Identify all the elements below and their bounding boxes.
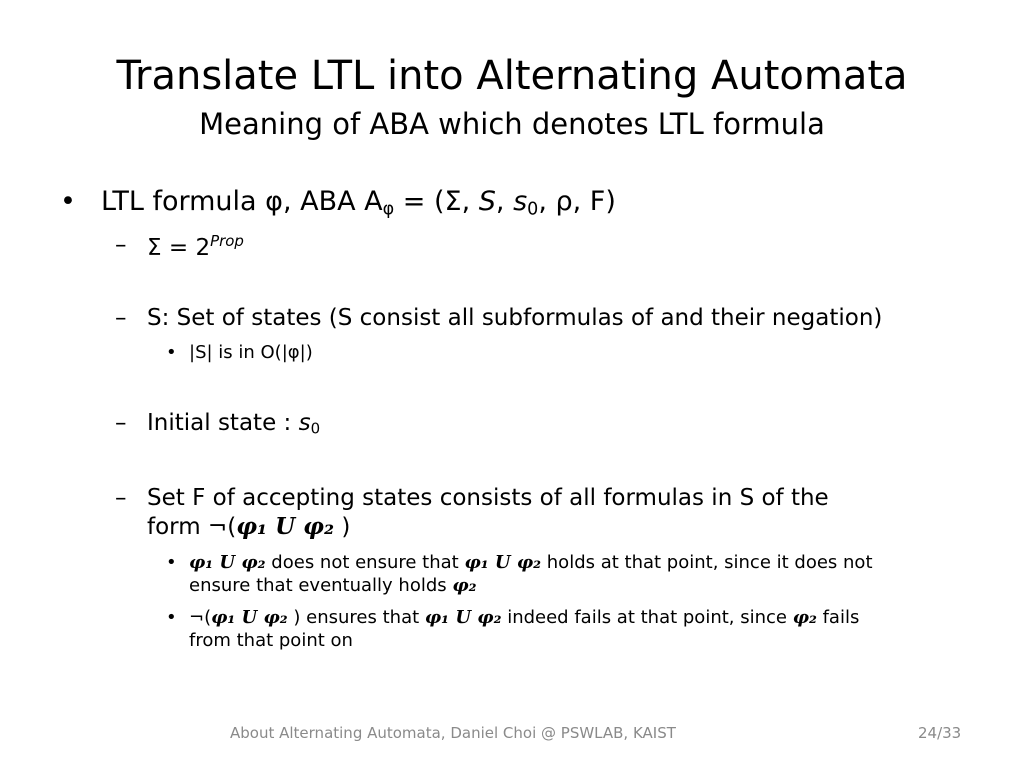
formula-until: φ₁ U φ₂ <box>189 552 266 573</box>
slide-title: Translate LTL into Alternating Automata <box>116 53 908 99</box>
superscript: Prop <box>210 232 244 250</box>
sub-bullet-accepting-line2 <box>147 513 350 540</box>
bullet-text: holds at that point, since it does not <box>541 552 873 573</box>
bullet-text: , ρ, F) <box>538 186 616 217</box>
formula-until: φ₁ U φ₂ <box>464 552 542 573</box>
bullet-ltl-formula <box>101 186 616 219</box>
subscript: 0 <box>310 419 321 438</box>
formula-until: φ₁ U φ₂ <box>236 513 335 540</box>
formula-phi2: φ₂ <box>452 575 477 596</box>
bullet-marker: • <box>166 342 177 363</box>
bullet-text: form ¬( <box>147 514 237 540</box>
subscript: φ <box>382 199 395 220</box>
sub-bullet-sigma <box>147 232 244 261</box>
bullet-text: Initial state : <box>147 410 299 436</box>
bullet-text: = 2 <box>161 234 211 261</box>
sub-sub-bullet-fails-line2: from that point on <box>189 630 353 651</box>
dash-marker: – <box>115 305 127 331</box>
bullet-marker: • <box>166 607 177 628</box>
initial-state-symbol: s <box>513 186 528 217</box>
bullet-text: indeed fails at that point, since <box>501 607 793 628</box>
bullet-text: ensure that eventually holds <box>189 575 453 596</box>
bullet-marker: • <box>60 186 76 217</box>
bullet-text: ) ensures that <box>287 607 425 628</box>
sigma-symbol: Σ <box>444 186 462 217</box>
states-symbol: S <box>478 186 496 217</box>
separator: , <box>461 186 479 217</box>
bullet-text: LTL formula φ, ABA A <box>101 186 383 217</box>
bullet-text: fails <box>816 607 860 628</box>
sub-bullet-initial-state <box>147 410 320 438</box>
dash-marker: – <box>115 410 127 436</box>
sub-sub-bullet-fails-line1 <box>189 607 859 628</box>
sub-bullet-states: S: Set of states (S consist all subformulas of and their negation) <box>147 305 883 331</box>
bullet-marker: • <box>166 552 177 573</box>
sub-bullet-accepting-line1: Set F of accepting states consists of all formulas in S of the <box>147 485 829 511</box>
sub-sub-bullet-ensure-line1 <box>189 552 873 573</box>
dash-marker: – <box>115 485 127 511</box>
sigma-symbol: Σ <box>147 234 162 261</box>
initial-state-symbol: s <box>298 410 311 436</box>
dash-marker: – <box>115 232 127 258</box>
bullet-text: ¬( <box>189 607 212 628</box>
subscript: 0 <box>527 199 539 220</box>
bullet-text: does not ensure that <box>265 552 465 573</box>
page-number: 24/33 <box>918 724 962 742</box>
sub-sub-bullet-ensure-line2 <box>189 575 477 596</box>
formula-until: φ₁ U φ₂ <box>211 607 288 628</box>
sub-sub-bullet-size: |S| is in O(|φ|) <box>189 342 313 363</box>
separator: , <box>495 186 514 217</box>
footer-text: About Alternating Automata, Daniel Choi @ PSWLAB, KAIST <box>230 724 676 742</box>
slide-subtitle: Meaning of ABA which denotes LTL formula <box>199 107 825 141</box>
formula-phi2: φ₂ <box>792 607 817 628</box>
bullet-text: ) <box>334 514 351 540</box>
formula-until: φ₁ U φ₂ <box>424 607 502 628</box>
bullet-text: = ( <box>394 186 445 217</box>
